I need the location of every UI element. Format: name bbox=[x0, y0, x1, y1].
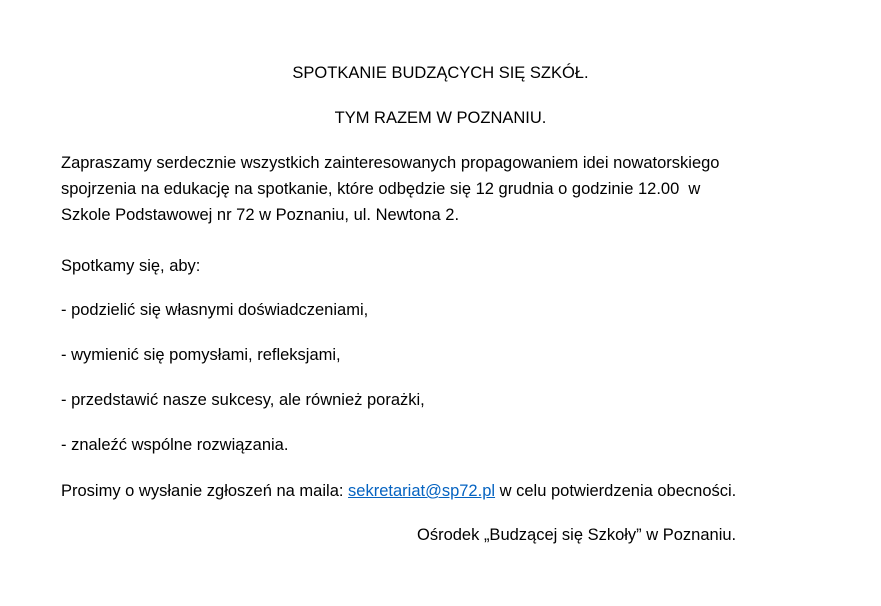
intro-line-3: Szkole Podstawowej nr 72 w Poznaniu, ul. Newtona 2. bbox=[61, 206, 460, 224]
purpose-item-4: - znaleźć wspólne rozwiązania. bbox=[61, 436, 289, 454]
intro-line-1: Zapraszamy serdecznie wszystkich zainteresowanych propagowaniem idei nowatorskiego bbox=[61, 154, 720, 172]
request-before-text: Prosimy o wysłanie zgłoszeń na maila: bbox=[61, 482, 349, 500]
purpose-item-3: - przedstawić nasze sukcesy, ale również porażki, bbox=[61, 391, 425, 409]
intro-paragraph bbox=[61, 150, 821, 228]
purpose-item-1: - podzielić się własnymi doświadczeniami, bbox=[61, 301, 369, 319]
heading-line-1: SPOTKANIE BUDZĄCYCH SIĘ SZKÓŁ. bbox=[292, 64, 589, 82]
signature: Ośrodek „Budzącej się Szkoły” w Poznaniu. bbox=[417, 526, 737, 544]
request-after-text: w celu potwierdzenia obecności. bbox=[495, 482, 737, 500]
email-link[interactable]: sekretariat@sp72.pl bbox=[348, 482, 496, 500]
heading-line-2: TYM RAZEM W POZNANIU. bbox=[334, 109, 547, 127]
purpose-item-2: - wymienić się pomysłami, refleksjami, bbox=[61, 346, 341, 364]
request-line bbox=[61, 481, 736, 501]
purpose-lead: Spotkamy się, aby: bbox=[61, 257, 201, 275]
intro-line-2: spojrzenia na edukację na spotkanie, które odbędzie się 12 grudnia o godzinie 12.00 w bbox=[61, 180, 701, 198]
